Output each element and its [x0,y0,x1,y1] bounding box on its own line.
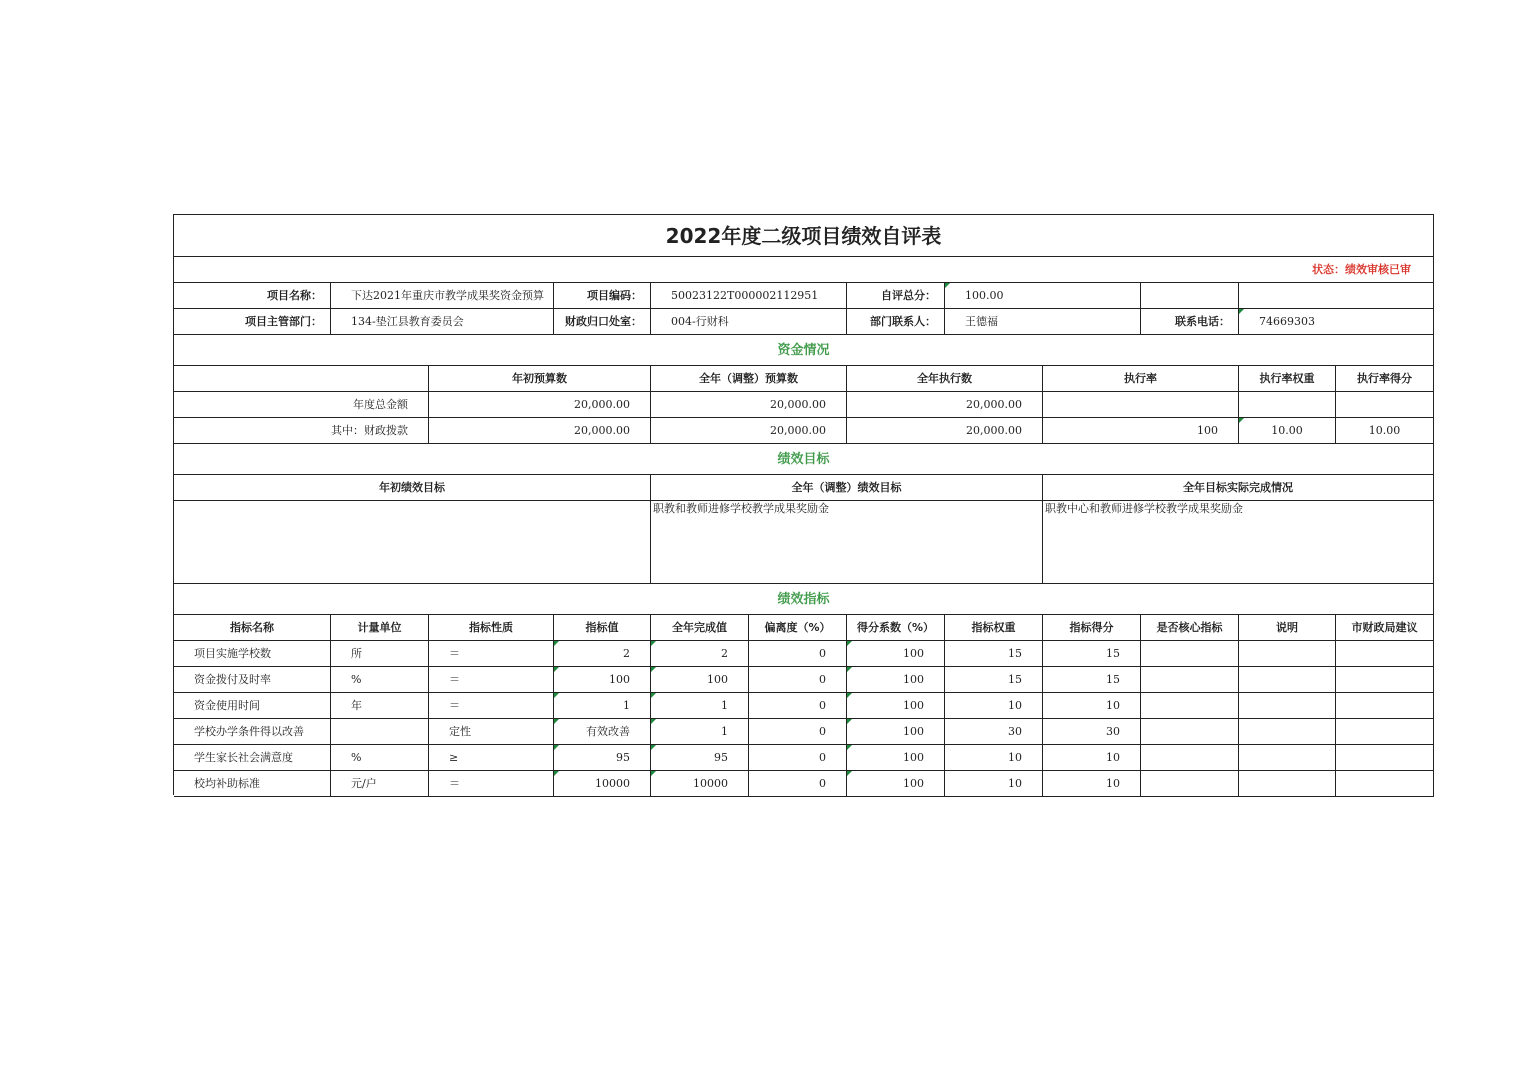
funds-header-blank [174,366,429,392]
comment-marker [651,745,656,750]
contact-label: 部门联系人： [847,309,945,335]
goals-header-initial: 年初绩效目标 [174,475,651,501]
ind-score [1043,667,1141,693]
ind-nature-text: ≥ [449,751,459,764]
ind-value [554,667,651,693]
ind-header-name: 指标名称 [174,615,331,641]
ind-core [1141,693,1239,719]
ind-name [174,771,331,797]
ind-coefficient [847,667,945,693]
ind-coefficient-text: 100 [903,673,924,686]
ind-advice [1336,667,1434,693]
ind-name-text: 校均补助标准 [194,777,260,790]
ind-core [1141,771,1239,797]
contact-value: 王德福 [945,309,1141,335]
comment-marker [554,745,559,750]
ind-nature [429,641,554,667]
funds-row-label: 其中：财政拨款 [174,418,429,444]
ind-weight-text: 10 [1008,751,1022,764]
ind-weight [945,667,1043,693]
funds-row-score: 10.00 [1336,418,1434,444]
goals-initial-text [174,501,651,584]
ind-core [1141,719,1239,745]
finance-value: 004-行财科 [651,309,847,335]
ind-coefficient-text: 100 [903,725,924,738]
comment-marker [554,719,559,724]
funds-row-rate [1043,392,1239,418]
ind-weight [945,719,1043,745]
ind-weight [945,771,1043,797]
ind-advice [1336,745,1434,771]
funds-row-initial: 20,000.00 [429,418,651,444]
ind-nature-text: ＝ [449,699,460,712]
ind-coefficient-text: 100 [903,647,924,660]
ind-score [1043,641,1141,667]
ind-nature [429,719,554,745]
ind-score [1043,693,1141,719]
ind-deviation [749,693,847,719]
comment-marker [847,667,852,672]
evaluation-sheet [173,214,1434,795]
ind-name-text: 学生家长社会满意度 [194,751,293,764]
comment-marker [651,719,656,724]
ind-unit-text: 元/户 [351,777,377,790]
ind-name-text: 资金使用时间 [194,699,260,712]
funds-row-initial: 20,000.00 [429,392,651,418]
funds-row-adjusted: 20,000.00 [651,392,847,418]
ind-nature-text: ＝ [449,647,460,660]
ind-nature [429,771,554,797]
comment-marker [554,693,559,698]
ind-core [1141,745,1239,771]
dept-label: 项目主管部门： [174,309,331,335]
ind-unit-text: 年 [351,699,362,712]
goals-header-adjusted: 全年（调整）绩效目标 [651,475,1043,501]
goals-adjusted-text: 职教和教师进修学校教学成果奖励金 [651,501,1043,584]
ind-advice [1336,693,1434,719]
ind-header-deviation: 偏离度（%） [749,615,847,641]
ind-header-note: 说明 [1239,615,1336,641]
funds-header-adjusted: 全年（调整）预算数 [651,366,847,392]
goals-header-actual: 全年目标实际完成情况 [1043,475,1434,501]
ind-score-text: 10 [1106,699,1120,712]
ind-name-text: 学校办学条件得以改善 [194,725,304,738]
ind-deviation [749,667,847,693]
ind-nature [429,693,554,719]
funds-header-initial: 年初预算数 [429,366,651,392]
ind-deviation [749,771,847,797]
comment-marker [554,667,559,672]
ind-note [1239,771,1336,797]
ind-score-text: 10 [1106,777,1120,790]
empty-cell [1141,283,1239,309]
ind-weight-text: 10 [1008,777,1022,790]
ind-advice [1336,771,1434,797]
ind-name [174,719,331,745]
ind-score [1043,745,1141,771]
ind-actual [651,693,749,719]
ind-actual-text: 1 [721,699,728,712]
ind-nature [429,667,554,693]
ind-unit [331,641,429,667]
funds-row-rate: 100 [1043,418,1239,444]
funds-row-weight [1239,392,1336,418]
ind-deviation-text: 0 [819,699,826,712]
ind-name [174,641,331,667]
phone-value: 74669303 [1239,309,1434,335]
goals-section-title: 绩效目标 [174,444,1434,475]
project-name-value: 下达2021年重庆市教学成果奖资金预算 [331,283,554,309]
funds-row-score [1336,392,1434,418]
ind-nature-text: ＝ [449,777,460,790]
ind-name-text: 资金拨付及时率 [194,673,271,686]
ind-note [1239,667,1336,693]
ind-actual-text: 95 [714,751,728,764]
ind-unit [331,771,429,797]
ind-unit [331,667,429,693]
funds-header-rate: 执行率 [1043,366,1239,392]
indicators-section-title: 绩效指标 [174,584,1434,615]
ind-advice [1336,641,1434,667]
ind-header-weight: 指标权重 [945,615,1043,641]
ind-actual-text: 2 [721,647,728,660]
funds-section-title: 资金情况 [174,335,1434,366]
comment-marker [554,771,559,776]
ind-deviation-text: 0 [819,647,826,660]
ind-value [554,719,651,745]
ind-note [1239,745,1336,771]
self-score-label: 自评总分： [847,283,945,309]
self-score-value: 100.00 [945,283,1141,309]
ind-weight [945,693,1043,719]
ind-value-text: 100 [609,673,630,686]
ind-header-nature: 指标性质 [429,615,554,641]
ind-actual-text: 1 [721,725,728,738]
ind-actual [651,641,749,667]
ind-value-text: 2 [623,647,630,660]
ind-note [1239,693,1336,719]
ind-score-text: 10 [1106,751,1120,764]
ind-unit-text: % [351,751,362,764]
comment-marker [651,771,656,776]
ind-nature-text: 定性 [449,725,471,738]
ind-deviation-text: 0 [819,777,826,790]
ind-actual [651,745,749,771]
ind-deviation [749,641,847,667]
comment-marker [651,641,656,646]
funds-row-adjusted: 20,000.00 [651,418,847,444]
ind-nature [429,745,554,771]
funds-row-weight: 10.00 [1239,418,1336,444]
funds-row-executed: 20,000.00 [847,392,1043,418]
ind-nature-text: ＝ [449,673,460,686]
sheet-title: 2022年度二级项目绩效自评表 [174,215,1434,257]
comment-marker [847,745,852,750]
ind-weight-text: 15 [1008,673,1022,686]
ind-core [1141,667,1239,693]
ind-name [174,745,331,771]
ind-unit-text: % [351,673,362,686]
ind-advice [1336,719,1434,745]
comment-marker [847,641,852,646]
comment-marker [847,771,852,776]
ind-weight [945,641,1043,667]
ind-score [1043,719,1141,745]
ind-unit-text: 所 [351,647,362,660]
ind-actual [651,771,749,797]
ind-score-text: 15 [1106,673,1120,686]
ind-deviation [749,745,847,771]
funds-row-label: 年度总金额 [174,392,429,418]
ind-header-core: 是否核心指标 [1141,615,1239,641]
ind-deviation-text: 0 [819,751,826,764]
comment-marker [847,719,852,724]
funds-header-weight: 执行率权重 [1239,366,1336,392]
comment-marker [554,641,559,646]
ind-header-advice: 市财政局建议 [1336,615,1434,641]
ind-deviation-text: 0 [819,673,826,686]
ind-weight [945,745,1043,771]
ind-value-text: 有效改善 [586,725,630,738]
phone-label: 联系电话： [1141,309,1239,335]
ind-actual-text: 10000 [693,777,728,790]
ind-coefficient [847,745,945,771]
ind-weight-text: 30 [1008,725,1022,738]
comment-marker [847,693,852,698]
ind-coefficient [847,693,945,719]
ind-header-value: 指标值 [554,615,651,641]
ind-value-text: 1 [623,699,630,712]
ind-header-score: 指标得分 [1043,615,1141,641]
ind-unit [331,693,429,719]
ind-value-text: 95 [616,751,630,764]
ind-note [1239,719,1336,745]
status-text: 状态：绩效审核已审 [174,257,1434,283]
ind-value-text: 10000 [595,777,630,790]
comment-marker [651,693,656,698]
ind-unit [331,745,429,771]
ind-coefficient [847,641,945,667]
empty-cell [1239,283,1434,309]
ind-unit [331,719,429,745]
ind-coefficient-text: 100 [903,699,924,712]
ind-actual [651,667,749,693]
project-name-label: 项目名称： [174,283,331,309]
ind-name [174,693,331,719]
funds-row-executed: 20,000.00 [847,418,1043,444]
ind-value [554,745,651,771]
ind-header-actual: 全年完成值 [651,615,749,641]
project-code-value: 50023122T000002112951 [651,283,847,309]
ind-core [1141,641,1239,667]
comment-marker [651,667,656,672]
ind-actual-text: 100 [707,673,728,686]
ind-actual [651,719,749,745]
ind-deviation-text: 0 [819,725,826,738]
ind-weight-text: 15 [1008,647,1022,660]
ind-score-text: 15 [1106,647,1120,660]
ind-header-unit: 计量单位 [331,615,429,641]
finance-label: 财政归口处室： [554,309,651,335]
ind-value [554,641,651,667]
dept-value: 134-垫江县教育委员会 [331,309,554,335]
ind-header-coefficient: 得分系数（%） [847,615,945,641]
ind-weight-text: 10 [1008,699,1022,712]
ind-name-text: 项目实施学校数 [194,647,271,660]
ind-score-text: 30 [1106,725,1120,738]
funds-header-executed: 全年执行数 [847,366,1043,392]
funds-header-score: 执行率得分 [1336,366,1434,392]
ind-score [1043,771,1141,797]
ind-coefficient [847,771,945,797]
ind-name [174,667,331,693]
ind-value [554,693,651,719]
goals-actual-text: 职教中心和教师进修学校教学成果奖励金 [1043,501,1434,584]
project-code-label: 项目编码： [554,283,651,309]
ind-coefficient [847,719,945,745]
ind-value [554,771,651,797]
ind-coefficient-text: 100 [903,751,924,764]
ind-coefficient-text: 100 [903,777,924,790]
ind-note [1239,641,1336,667]
ind-deviation [749,719,847,745]
